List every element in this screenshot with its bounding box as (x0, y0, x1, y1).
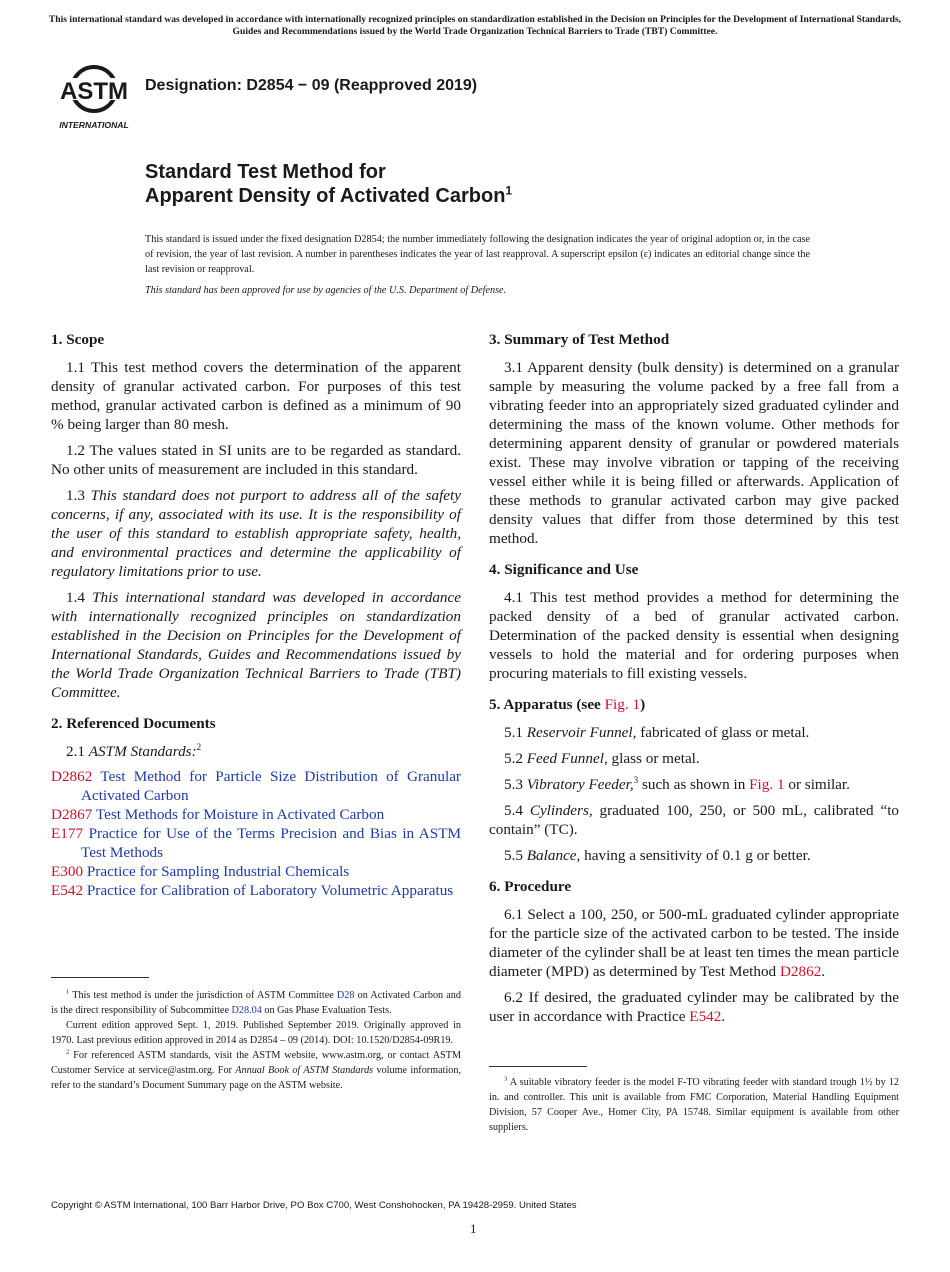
footnote-1-edition: Current edition approved Sept. 1, 2019. Published September 2019. Originally approved in 1970. Last previous edition approved in 2014 as D2854 – 09 (2014). DOI: 10.1520/D2854-09R19. (51, 1020, 461, 1046)
committee-d28-link[interactable]: D28 (336, 990, 355, 1001)
title-line-2: Apparent Density of Activated Carbon (145, 185, 506, 207)
ref-e177: E177 Practice for Use of the Terms Precision and Bias in ASTM Test Methods (51, 825, 462, 861)
subsection-2-1: 2.1 ASTM Standards:$^2$ (66, 741, 202, 760)
section-3-heading: 3. Summary of Test Method (489, 331, 670, 348)
section-4-heading: 4. Significance and Use (489, 561, 639, 578)
footnote-3: $^3$ A suitable vibratory feeder is the model F-TO vibrating feeder with standard trough 1½ by 12 in. and controller. This unit is available from FMC Corporation, Material Handling Equipment Division, 57 Cooper Ave., Homer City, PA 15748. Similar equipment is available from other suppliers. (489, 1075, 900, 1133)
defense-note: This standard has been approved for use by agencies of the U.S. Department of Defense. (145, 285, 507, 296)
paragraph-1-4: 1.4 This international standard was developed in accordance with internationally recognized principles on standardization established in the Decision on Principles for the Development of International Standards, Guides and Recommendations issued by the World Trade Organization Technical Barriers to Trade (TBT) Committee. (51, 589, 462, 701)
left-footnotes (51, 988, 461, 1093)
item-5-2: 5.2 Feed Funnel, glass or metal. (504, 750, 700, 767)
item-5-1: 5.1 Reservoir Funnel, fabricated of glass or metal. (504, 724, 810, 741)
ref-e300: E300 Practice for Sampling Industrial Chemicals (51, 863, 350, 880)
right-column (489, 330, 899, 1033)
fig-1-link-inline[interactable]: Fig. 1 (749, 776, 785, 793)
paragraph-1-2: 1.2 The values stated in SI units are to be regarded as standard. No other units of measurement are included in this standard. (51, 442, 461, 478)
section-5-heading: 5. Apparatus (see Fig. 1) (489, 696, 646, 713)
copyright: Copyright © ASTM International, 100 Barr Harbor Drive, PO Box C700, West Conshohocken, PA 19428-2959. United States (51, 1200, 577, 1211)
designation: Designation: D2854 − 09 (Reapproved 2019) (145, 77, 478, 94)
footnote-1: $^1$ This test method is under the jurisdiction of ASTM Committee D28 on Activated Carbon and is the direct responsibility of Subcommittee D28.04 on Gas Phase Evaluation Tests. (51, 988, 461, 1016)
ref-e177-link[interactable]: E177 (51, 825, 84, 842)
title-footnote-ref[interactable]: 1 (505, 183, 513, 198)
item-5-5: 5.5 Balance, having a sensitivity of 0.1 g or better. (504, 847, 811, 864)
subcommittee-d28-04-link[interactable]: D28.04 (231, 1005, 262, 1016)
section-2-heading: 2. Referenced Documents (51, 715, 216, 732)
astm-logo (52, 56, 136, 134)
d2862-link[interactable]: D2862 (779, 963, 822, 980)
astm-logo-letters: ASTM (60, 78, 128, 105)
ref-e300-link[interactable]: E300 (51, 863, 84, 880)
ref-d2867: D2867 Test Methods for Moisture in Activated Carbon (51, 806, 385, 823)
left-column (51, 330, 461, 900)
section-1-heading: 1. Scope (51, 331, 105, 348)
footnote-2: $^2$ For referenced ASTM standards, visit the ASTM website, www.astm.org, or contact ASTM Customer Service at service@astm.org. For Annual Book of ASTM Standards volume information, refer to the standard’s Document Summary page on the ASTM website. (51, 1048, 462, 1091)
item-5-3: 5.3 Vibratory Feeder,$^3$ such as shown in Fig. 1 or similar. (504, 774, 850, 793)
paragraph-6-1: 6.1 Select a 100, 250, or 500-mL graduated cylinder appropriate for the particle size of the activated carbon to be tested. The inside diameter of the cylinder shall be at least ten times the mean particle diameter (MPD) as determined by Test Method D2862. (489, 906, 899, 980)
paragraph-6-2: 6.2 If desired, the graduated cylinder may be calibrated by the user in accordance with Practice E542. (489, 989, 899, 1025)
footnote-rule-right (489, 1066, 587, 1067)
paragraph-4-1: 4.1 This test method provides a method for determining the packed density of a bed of granular activated carbon. Determination of the packed density is essential when designing vessels to hold the material and for ordering purposes when procuring materials to fill existing vessels. (489, 589, 899, 682)
right-footnotes (489, 1075, 899, 1135)
astm-logo-caption: INTERNATIONAL (59, 120, 129, 130)
paragraph-1-1: 1.1 This test method covers the determination of the apparent density of granular activated carbon. For purposes of this test method, granular activated carbon is defined as a minimum of 90 % being larger than 80 mesh. (51, 359, 461, 433)
paragraph-3-1: 3.1 Apparent density (bulk density) is determined on a granular sample by measuring the volume packed by a free fall from a vibrating feeder into an appropriately sized graduated cylinder and determining the mass of the known volume. Other methods for determining apparent density of granular or powdered materials exist. These may involve vibration or tapping of the receiving vessel either while it is being filled or afterwards. Application of these methods to granular activated carbon may give packed density values that differ from those determined by this test method. (489, 359, 899, 547)
section-6-heading: 6. Procedure (489, 878, 572, 895)
ref-d2862-link[interactable]: D2862 (51, 768, 93, 785)
paragraph-1-3: 1.3 This standard does not purport to address all of the safety concerns, if any, associated with its use. It is the responsibility of the user of this standard to establish appropriate safety, health, and environmental practices and determine the applicability of regulatory limitations prior to use. (51, 487, 462, 580)
ref-e542-link[interactable]: E542 (51, 882, 84, 899)
document-title (145, 160, 512, 208)
page-number: 1 (470, 1221, 477, 1236)
e542-link[interactable]: E542 (689, 1008, 722, 1025)
ref-d2862: D2862 Test Method for Particle Size Distribution of Granular Activated Carbon (51, 768, 461, 804)
footnote-rule-left (51, 977, 149, 978)
item-5-4: 5.4 Cylinders, graduated 100, 250, or 500 mL, calibrated “to contain” (TC). (489, 802, 900, 838)
international-standard-note: This international standard was developed in accordance with internationally recognized principles on standardization established in the Decision on Principles for the Development of International Standards, Guides and Recommendations issued by the World Trade Organization Technical Barriers to Trade (TBT) Committee. (48, 14, 902, 37)
title-line-1: Standard Test Method for (145, 161, 386, 183)
preface: This standard is issued under the fixed designation D2854; the number immediately following the designation indicates the year of original adoption or, in the case of revision, the year of last revision. A number in parentheses indicates the year of last reapproval. A superscript epsilon (ε) indicates an editorial change since the last revision or reapproval. (145, 234, 810, 275)
ref-e542: E542 Practice for Calibration of Laboratory Volumetric Apparatus (51, 882, 454, 899)
fig-1-link[interactable]: Fig. 1 (604, 696, 641, 713)
ref-d2867-link[interactable]: D2867 (51, 806, 93, 823)
